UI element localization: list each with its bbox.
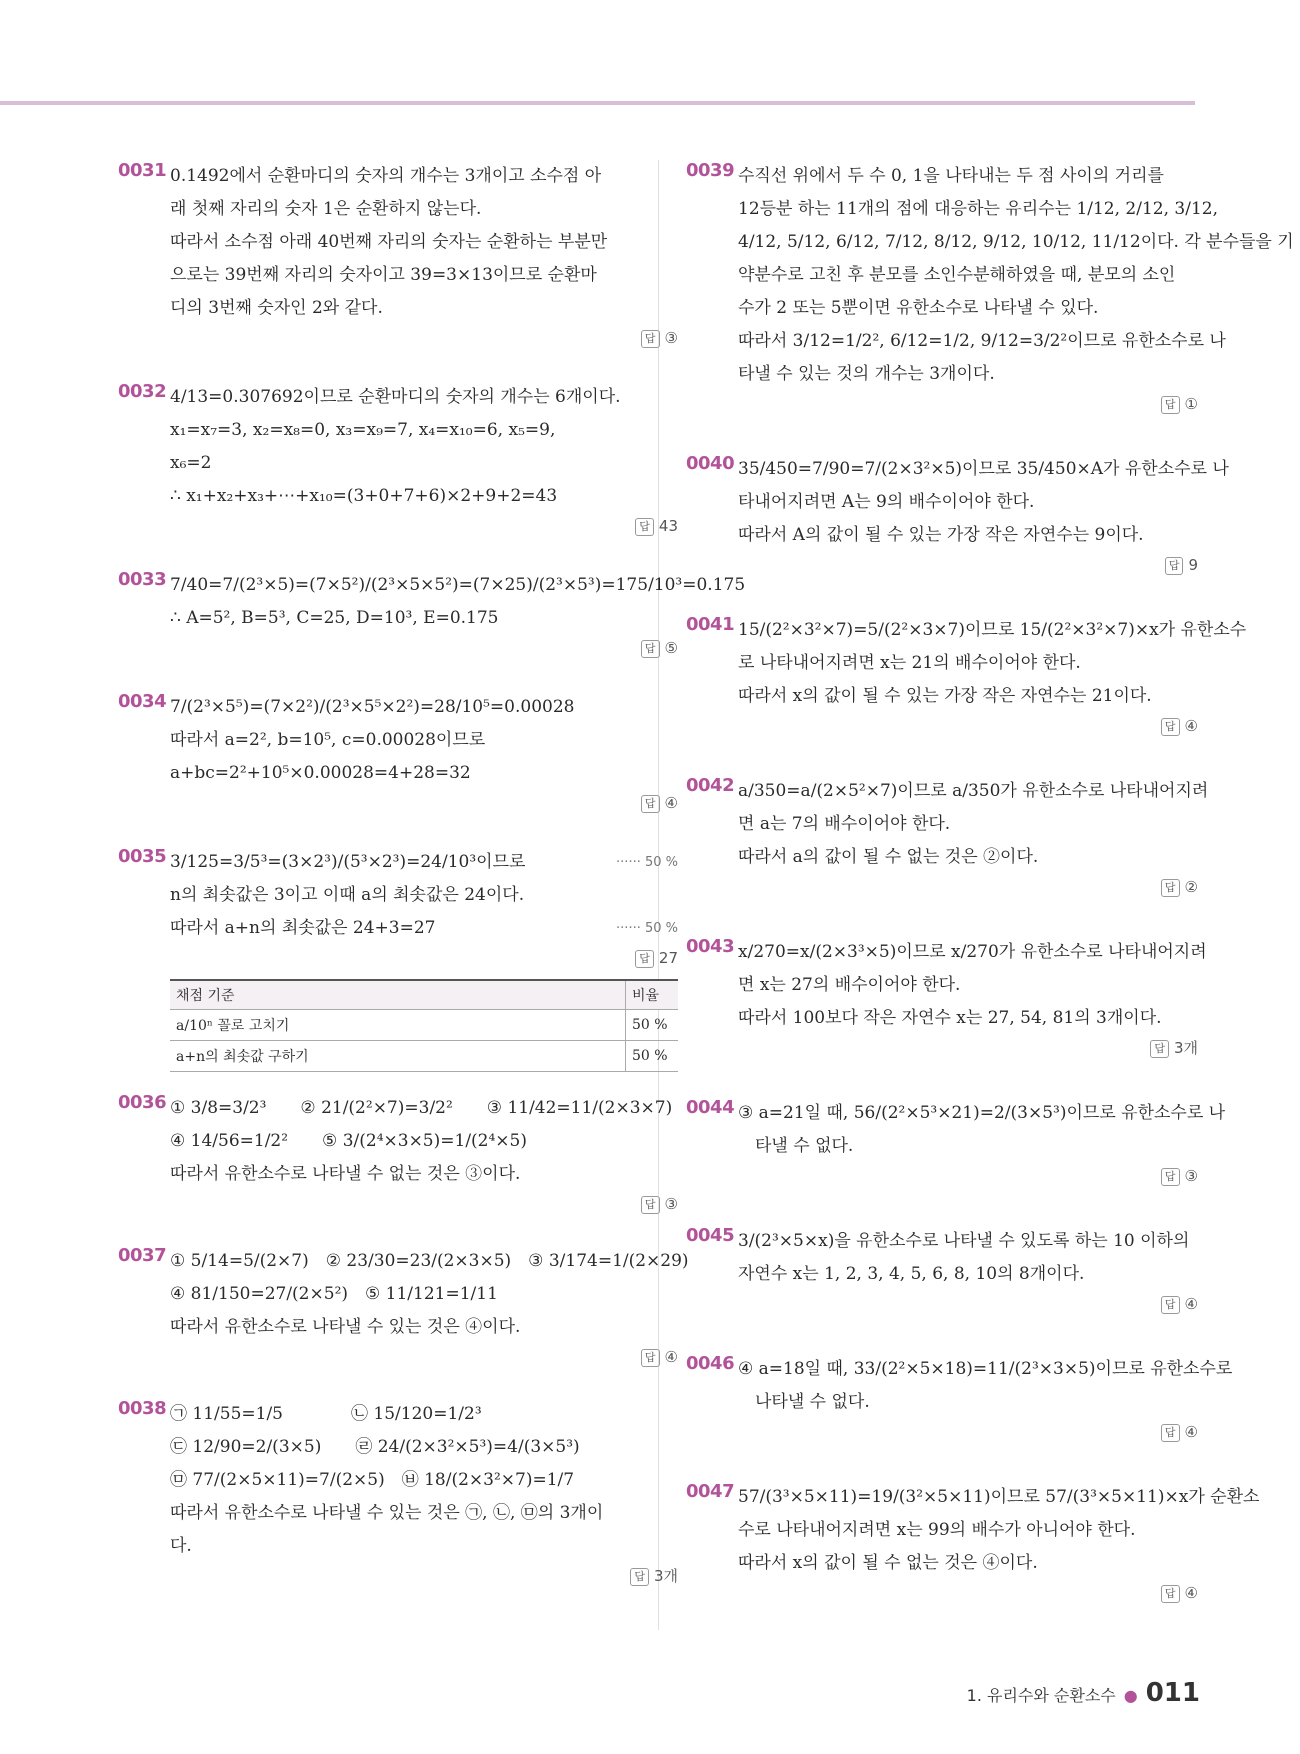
solution-line: ㉠ 11/55=1/5 ㉡ 15/120=1/2³ <box>170 1404 482 1424</box>
answer-tag: 답 <box>1161 1424 1180 1442</box>
solution-body <box>170 1398 678 1589</box>
solution-body <box>170 691 678 816</box>
solution-line: 자연수 x는 1, 2, 3, 4, 5, 6, 8, 10의 8개이다. <box>738 1264 1085 1284</box>
solution-line: 나타낼 수 없다. <box>738 1392 870 1412</box>
solution-line: a/350=a/(2×5²×7)이므로 a/350가 유한소수로 나타내어지려 <box>738 781 1209 801</box>
solution-line: 다. <box>170 1536 192 1556</box>
problem-number: 0038 <box>118 1398 167 1419</box>
chapter-title: 1. 유리수와 순환소수 <box>966 1686 1116 1705</box>
problem-0034 <box>118 691 678 816</box>
solution-line: 12등분 하는 11개의 점에 대응하는 유리수는 1/12, 2/12, 3/12, <box>738 199 1218 219</box>
solution-body <box>170 1092 678 1217</box>
problem-0038 <box>118 1398 678 1589</box>
solution-line: ∴ A=5², B=5³, C=25, D=10³, E=0.175 <box>170 608 499 628</box>
problem-number: 0035 <box>118 846 167 867</box>
solution-line: n의 최솟값은 3이고 이때 a의 최솟값은 24이다. <box>170 885 525 905</box>
problem-0037 <box>118 1245 689 1370</box>
answer-tag: 답 <box>641 640 660 658</box>
problem-number: 0042 <box>686 775 735 796</box>
answer-value: ④ <box>664 1348 678 1366</box>
solution-line: 면 a는 7의 배수이어야 한다. <box>738 814 951 834</box>
answer-value: ④ <box>664 794 678 812</box>
solution-line: 약분수로 고친 후 분모를 소인수분해하였을 때, 분모의 소인 <box>738 265 1176 285</box>
answer-tag: 답 <box>1161 1168 1180 1186</box>
problem-0043 <box>686 936 1207 1061</box>
answer <box>170 513 678 539</box>
answer <box>170 635 678 661</box>
answer-tag: 답 <box>635 950 654 968</box>
solution-body <box>738 614 1247 739</box>
solution-line: 따라서 a+n의 최솟값은 24+3=27 ······ 50 % <box>170 912 678 945</box>
solution-line: 따라서 3/12=1/2², 6/12=1/2, 9/12=3/2²이므로 유한소수로 나 <box>738 331 1226 351</box>
answer <box>738 1580 1198 1606</box>
top-rule <box>0 101 1195 105</box>
grading-cell: a+n의 최솟값 구하기 <box>170 1041 626 1072</box>
solution-line: 디의 3번째 숫자인 2와 같다. <box>170 298 383 318</box>
solution-line: 4/13=0.307692이므로 순환마디의 숫자의 개수는 6개이다. <box>170 387 621 407</box>
solution-line: ④ 14/56=1/2² ⑤ 3/(2⁴×3×5)=1/(2⁴×5) <box>170 1131 527 1151</box>
solution-line: 따라서 A의 값이 될 수 있는 가장 작은 자연수는 9이다. <box>738 525 1144 545</box>
bullet-icon: ● <box>1123 1686 1138 1705</box>
problem-0035 <box>118 846 678 1072</box>
page-number: 011 <box>1145 1678 1200 1708</box>
problem-number: 0033 <box>118 569 167 590</box>
answer-value: 3개 <box>1173 1039 1198 1057</box>
answer-tag: 답 <box>1161 1296 1180 1314</box>
problem-0044 <box>686 1097 1226 1189</box>
answer-tag: 답 <box>1161 879 1180 897</box>
answer <box>738 391 1198 417</box>
solution-line: ③ a=21일 때, 56/(2²×5³×21)=2/(3×5³)이므로 유한소수로 나 <box>738 1103 1226 1123</box>
solution-line: a+bc=2²+10⁵×0.00028=4+28=32 <box>170 763 471 783</box>
answer-value: 43 <box>658 517 678 535</box>
grading-cell: a/10ⁿ 꼴로 고치기 <box>170 1010 626 1041</box>
answer-tag: 답 <box>1161 396 1180 414</box>
right-column <box>686 160 1294 1606</box>
answer-tag: 답 <box>641 330 660 348</box>
answer-tag: 답 <box>1161 1585 1180 1603</box>
solution-line: 0.1492에서 순환마디의 숫자의 개수는 3개이고 소수점 아 <box>170 166 602 186</box>
problem-0045 <box>686 1225 1198 1317</box>
answer-tag: 답 <box>1165 557 1184 575</box>
answer-tag: 답 <box>1150 1040 1169 1058</box>
grading-header: 비율 <box>626 980 679 1010</box>
solution-line: x/270=x/(2×3³×5)이므로 x/270가 유한소수로 나타내어지려 <box>738 942 1207 962</box>
solution-body <box>738 453 1229 578</box>
problem-number: 0041 <box>686 614 735 635</box>
grading-table <box>170 979 678 1072</box>
solution-line: 으로는 39번째 자리의 숫자이고 39=3×13이므로 순환마 <box>170 265 597 285</box>
solution-line: 타낼 수 있는 것의 개수는 3개이다. <box>738 364 995 384</box>
solution-body <box>738 1481 1260 1606</box>
solution-line: x₁=x₇=3, x₂=x₈=0, x₃=x₉=7, x₄=x₁₀=6, x₅=9, <box>170 420 556 440</box>
problem-0047 <box>686 1481 1260 1606</box>
problem-number: 0031 <box>118 160 167 181</box>
problem-number: 0032 <box>118 381 167 402</box>
grading-cell: 50 % <box>626 1010 679 1041</box>
answer-value: ③ <box>664 329 678 347</box>
solution-line: ④ a=18일 때, 33/(2²×5×18)=11/(2³×3×5)이므로 유한소수로 <box>738 1359 1233 1379</box>
answer-value: ③ <box>664 1195 678 1213</box>
answer-value: ② <box>1184 878 1198 896</box>
solution-line: 따라서 a의 값이 될 수 없는 것은 ②이다. <box>738 847 1039 867</box>
problem-0042 <box>686 775 1209 900</box>
answer <box>170 1563 678 1589</box>
problem-0040 <box>686 453 1229 578</box>
solution-line: 7/(2³×5⁵)=(7×2²)/(2³×5⁵×2²)=28/10⁵=0.00028 <box>170 697 575 717</box>
solution-line: x₆=2 <box>170 453 212 473</box>
answer-value: ④ <box>1184 1423 1198 1441</box>
solution-line: 타낼 수 없다. <box>738 1136 854 1156</box>
solution-line: 수가 2 또는 5뿐이면 유한소수로 나타낼 수 있다. <box>738 298 1099 318</box>
solution-line: 수직선 위에서 두 수 0, 1을 나타내는 두 점 사이의 거리를 <box>738 166 1164 186</box>
answer-value: ① <box>1184 395 1198 413</box>
score-note: ······ 50 % <box>616 921 678 936</box>
solution-line: 15/(2²×3²×7)=5/(2²×3×7)이므로 15/(2²×3²×7)×x가 유한소수 <box>738 620 1247 640</box>
solution-body <box>738 1097 1226 1189</box>
answer-tag: 답 <box>635 518 654 536</box>
solution-line: ① 5/14=5/(2×7) ② 23/30=23/(2×3×5) ③ 3/174=1/(2×29) <box>170 1251 689 1271</box>
answer <box>170 790 678 816</box>
solution-line: 57/(3³×5×11)=19/(3²×5×11)이므로 57/(3³×5×11)×x가 순환소 <box>738 1487 1260 1507</box>
problem-number: 0037 <box>118 1245 167 1266</box>
solution-body <box>738 160 1294 417</box>
answer-tag: 답 <box>1161 718 1180 736</box>
answer <box>170 1344 678 1370</box>
answer-value: 27 <box>658 949 678 967</box>
solution-body <box>738 1353 1233 1445</box>
problem-number: 0034 <box>118 691 167 712</box>
solution-line: ㉤ 77/(2×5×11)=7/(2×5) ㉥ 18/(2×3²×7)=1/7 <box>170 1470 575 1490</box>
solution-line: ㉢ 12/90=2/(3×5) ㉣ 24/(2×3²×5³)=4/(3×5³) <box>170 1437 580 1457</box>
solution-line: 따라서 x의 값이 될 수 없는 것은 ④이다. <box>738 1553 1038 1573</box>
answer <box>738 713 1198 739</box>
answer-value: ③ <box>1184 1167 1198 1185</box>
problem-number: 0043 <box>686 936 735 957</box>
problem-number: 0046 <box>686 1353 735 1374</box>
solution-line: 7/40=7/(2³×5)=(7×5²)/(2³×5×5²)=(7×25)/(2³×5³)=175/10³=0.175 <box>170 575 746 595</box>
solution-line: ④ 81/150=27/(2×5²) ⑤ 11/121=1/11 <box>170 1284 498 1304</box>
solution-line: 4/12, 5/12, 6/12, 7/12, 8/12, 9/12, 10/12, 11/12이다. 각 분수들을 기 <box>738 232 1294 252</box>
page-footer <box>967 1678 1200 1708</box>
answer-tag: 답 <box>641 1196 660 1214</box>
problem-number: 0047 <box>686 1481 735 1502</box>
solution-body <box>738 936 1207 1061</box>
grading-cell: 50 % <box>626 1041 679 1072</box>
problem-number: 0040 <box>686 453 735 474</box>
solution-body <box>738 1225 1198 1317</box>
solution-line: 따라서 100보다 작은 자연수 x는 27, 54, 81의 3개이다. <box>738 1008 1162 1028</box>
answer <box>738 552 1198 578</box>
solution-line: 면 x는 27의 배수이어야 한다. <box>738 975 961 995</box>
solution-line: ∴ x₁+x₂+x₃+⋯+x₁₀=(3+0+7+6)×2+9+2=43 <box>170 486 558 506</box>
solution-line: 수로 나타내어지려면 x는 99의 배수가 아니어야 한다. <box>738 1520 1136 1540</box>
problem-0041 <box>686 614 1247 739</box>
answer <box>170 1191 678 1217</box>
problem-0039 <box>686 160 1294 417</box>
problem-0036 <box>118 1092 678 1217</box>
answer <box>170 325 678 351</box>
solution-line: 따라서 유한소수로 나타낼 수 있는 것은 ㉠, ㉡, ㉤의 3개이 <box>170 1503 604 1523</box>
solution-line: 타내어지려면 A는 9의 배수이어야 한다. <box>738 492 1035 512</box>
answer-value: ⑤ <box>664 639 678 657</box>
problem-number: 0036 <box>118 1092 167 1113</box>
solution-body <box>170 846 678 1072</box>
solution-line: 래 첫째 자리의 숫자 1은 순환하지 않는다. <box>170 199 482 219</box>
answer-value: ④ <box>1184 1295 1198 1313</box>
grading-header: 채점 기준 <box>170 980 626 1010</box>
answer-value: 3개 <box>653 1567 678 1585</box>
answer <box>738 1291 1198 1317</box>
problem-number: 0045 <box>686 1225 735 1246</box>
solution-body <box>170 381 678 539</box>
problem-number: 0044 <box>686 1097 735 1118</box>
score-note: ······ 50 % <box>616 855 678 870</box>
answer-value: 9 <box>1188 556 1198 574</box>
solution-line: 따라서 유한소수로 나타낼 수 없는 것은 ③이다. <box>170 1164 521 1184</box>
solution-body <box>170 160 678 351</box>
problem-number: 0039 <box>686 160 735 181</box>
answer-value: ④ <box>1184 1584 1198 1602</box>
solution-line: 따라서 유한소수로 나타낼 수 있는 것은 ④이다. <box>170 1317 521 1337</box>
answer-tag: 답 <box>630 1568 649 1586</box>
answer <box>738 874 1198 900</box>
problem-0046 <box>686 1353 1233 1445</box>
solution-line: 35/450=7/90=7/(2×3²×5)이므로 35/450×A가 유한소수로 나 <box>738 459 1229 479</box>
answer-tag: 답 <box>641 1349 660 1367</box>
answer-tag: 답 <box>641 795 660 813</box>
solution-body <box>170 1245 689 1370</box>
answer <box>738 1035 1198 1061</box>
solution-body <box>738 775 1209 900</box>
solution-line: 3/125=3/5³=(3×2³)/(5³×2³)=24/10³이므로 ······ 50 % <box>170 846 678 879</box>
answer <box>738 1419 1198 1445</box>
problem-0032 <box>118 381 678 539</box>
solution-line: ① 3/8=3/2³ ② 21/(2²×7)=3/2² ③ 11/42=11/(2×3×7) <box>170 1098 673 1118</box>
answer <box>170 945 678 971</box>
solution-line: 3/(2³×5×x)을 유한소수로 나타낼 수 있도록 하는 10 이하의 <box>738 1231 1190 1251</box>
answer-value: ④ <box>1184 717 1198 735</box>
solution-line: 로 나타내어지려면 x는 21의 배수이어야 한다. <box>738 653 1081 673</box>
problem-0031 <box>118 160 678 351</box>
solution-line: 따라서 x의 값이 될 수 있는 가장 작은 자연수는 21이다. <box>738 686 1152 706</box>
answer <box>738 1163 1198 1189</box>
solution-line: 따라서 a=2², b=10⁵, c=0.00028이므로 <box>170 730 486 750</box>
solution-line: 따라서 소수점 아래 40번째 자리의 숫자는 순환하는 부분만 <box>170 232 608 252</box>
